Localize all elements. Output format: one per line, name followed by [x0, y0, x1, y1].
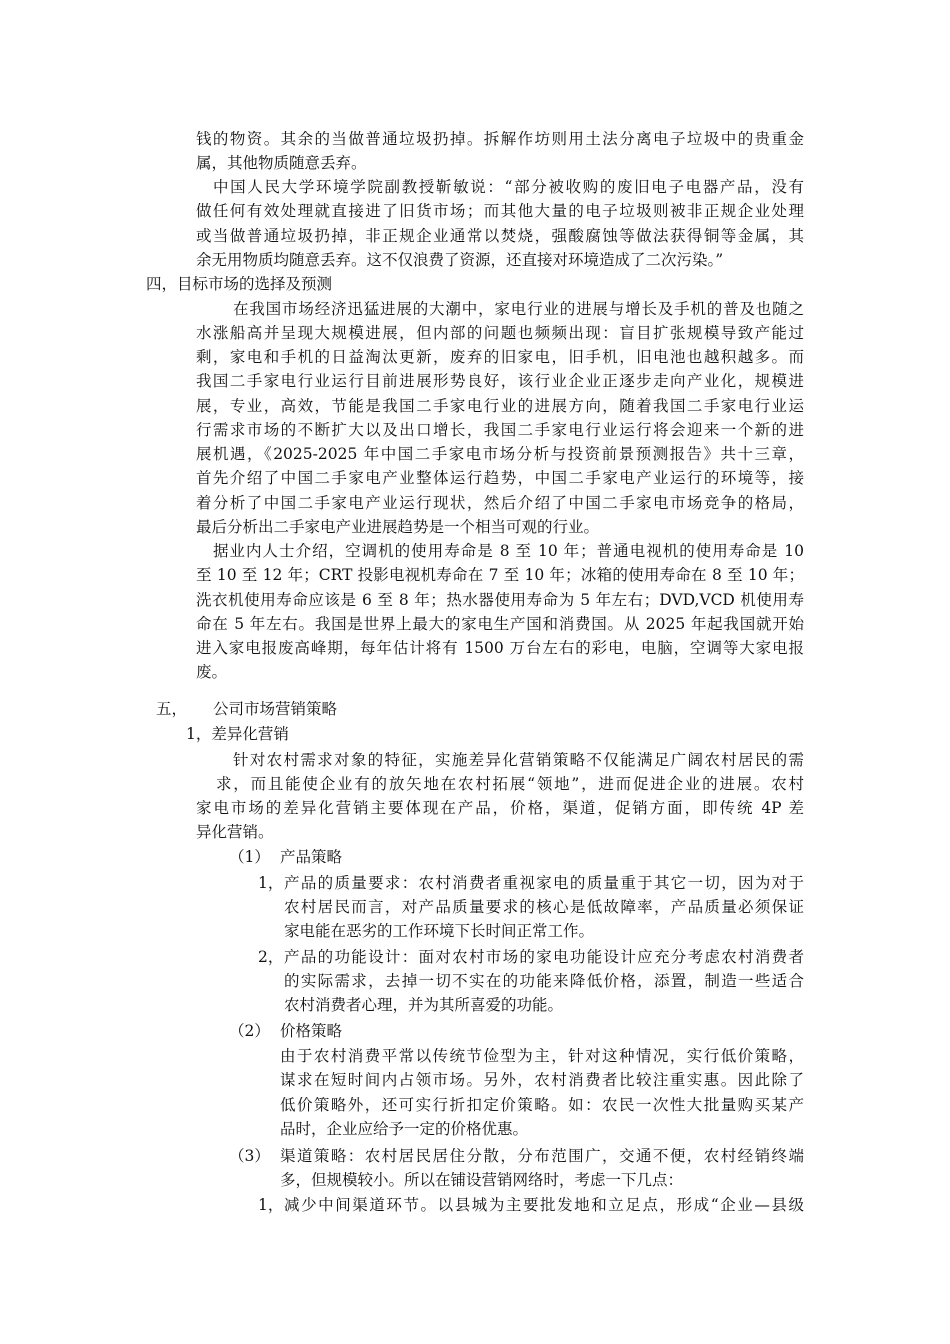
subsection-heading: 1，差异化营销	[186, 725, 289, 743]
paragraph-line: 谋求在短时间内占领市场。另外，农村消费者比较注重实惠。因此除了	[280, 1071, 804, 1089]
section-heading-4: 四，目标市场的选择及预测	[146, 275, 333, 293]
list-number: 2，	[258, 948, 284, 966]
subsection-title: 产品策略	[280, 848, 343, 866]
paragraph-line: 在我国市场经济迅猛进展的大潮中，家电行业的进展与增长及手机的普及也随之	[233, 300, 804, 318]
paragraph-line: 至 10 至 12 年；CRT 投影电视机寿命在 7 至 10 年；冰箱的使用寿命在 8 至 10 年；	[196, 566, 804, 584]
paragraph-line: 展机遇，《2025-2025 年中国二手家电市场分析与投资前景预测报告》共十三章，	[196, 445, 804, 463]
paragraph-line: 或当做普通垃圾扔掉，非正规企业通常以焚烧，强酸腐蚀等做法获得铜等金属，其	[196, 227, 804, 245]
paragraph-line: 属，其他物质随意丢弃。	[196, 154, 367, 172]
paragraph-line: 由于农村消费平常以传统节俭型为主，针对这种情况，实行低价策略，	[280, 1047, 804, 1065]
list-number: （3）	[229, 1147, 270, 1165]
paragraph-line: 剩，家电和手机的日益淘汰更新，废弃的旧家电，旧手机，旧电池也越积越多。而	[196, 348, 804, 366]
section-heading-5: 公司市场营销策略	[213, 700, 338, 718]
list-number: （2）	[229, 1022, 270, 1040]
paragraph-line: 多，但规模较小。所以在铺设营销网络时，考虑一下几点：	[280, 1171, 684, 1189]
list-item-line: 产品的功能设计：面对农村市场的家电功能设计应充分考虑农村消费者	[284, 948, 804, 966]
list-item-line: 产品的质量要求：农村消费者重视家电的质量重于其它一切，因为对于	[284, 874, 804, 892]
list-item-line: 家电能在恶劣的工作环境下长时间正常工作。	[284, 922, 595, 940]
paragraph-line: 行需求市场的不断扩大以及出口增长，我国二手家电行业运行将会迎来一个新的进	[196, 421, 804, 439]
paragraph-line: 余无用物质均随意丢弃。这不仅浪费了资源，还直接对环境造成了二次污染。”	[196, 251, 724, 269]
list-item-line: 农村居民而言，对产品质量要求的核心是低故障率，产品质量必须保证	[284, 898, 804, 916]
paragraph-line: 品时，企业应给予一定的价格优惠。	[280, 1120, 529, 1138]
paragraph-line: 据业内人士介绍，空调机的使用寿命是 8 至 10 年；普通电视机的使用寿命是 10	[213, 542, 804, 560]
list-item-line: 减少中间渠道环节。以县城为主要批发地和立足点，形成“企业—县级	[284, 1196, 804, 1214]
paragraph-line: 低价策略外，还可实行折扣定价策略。如：农民一次性大批量购买某产	[280, 1096, 804, 1114]
list-number: 1，	[258, 1196, 284, 1214]
paragraph-line: 最后分析出二手家电产业进展趋势是一个相当可观的行业。	[196, 518, 600, 536]
paragraph-line: 首先介绍了中国二手家电产业整体运行趋势，中国二手家电产业运行的环境等，接	[196, 469, 804, 487]
list-item-line: 农村消费者心理，并为其所喜爱的功能。	[284, 996, 564, 1014]
paragraph-line: 着分析了中国二手家电产业运行现状，然后介绍了中国二手家电市场竞争的格局，	[196, 494, 804, 512]
paragraph-line: 针对农村需求对象的特征，实施差异化营销策略不仅能满足广阔农村居民的需	[233, 751, 804, 769]
paragraph-line: 洗衣机使用寿命应该是 6 至 8 年；热水器使用寿命为 5 年左右；DVD,VCD 机使用寿	[196, 591, 804, 609]
paragraph-line: 水涨船高并呈现大规模进展，但内部的问题也频频出现：盲目扩张规模导致产能过	[196, 324, 804, 342]
paragraph-line: 命在 5 年左右。我国是世界上最大的家电生产国和消费国。从 2025 年起我国就开始	[196, 615, 804, 633]
list-item-line: 的实际需求，去掉一切不实在的功能来降低价格，添置，制造一些适合	[284, 972, 804, 990]
paragraph-line: 做任何有效处理就直接进了旧货市场；而其他大量的电子垃圾则被非正规企业处理	[196, 202, 804, 220]
paragraph-line: 渠道策略：农村居民居住分散，分布范围广，交通不便，农村经销终端	[280, 1147, 804, 1165]
paragraph-line: 我国二手家电行业运行目前进展形势良好，该行业企业正逐步走向产业化，规模进	[196, 372, 804, 390]
paragraph-line: 异化营销。	[196, 823, 274, 841]
paragraph-line: 家电市场的差异化营销主要体现在产品，价格，渠道，促销方面，即传统 4P 差	[196, 799, 804, 817]
paragraph-line: 中国人民大学环境学院副教授靳敏说：“部分被收购的废旧电子电器产品，没有	[213, 178, 804, 196]
paragraph-line: 进入家电报废高峰期，每年估计将有 1500 万台左右的彩电，电脑，空调等大家电报	[196, 639, 804, 657]
subsection-title: 价格策略	[280, 1022, 343, 1040]
section-number-5: 五，	[156, 700, 188, 718]
paragraph-line: 求，而且能使企业有的放矢地在农村拓展“领地”，进而促进企业的进展。农村	[216, 775, 804, 793]
list-number: （1）	[229, 848, 270, 866]
list-number: 1，	[258, 874, 284, 892]
paragraph-line: 展，专业，高效，节能是我国二手家电行业的进展方向，随着我国二手家电行业运	[196, 397, 804, 415]
paragraph-line: 废。	[196, 663, 228, 681]
paragraph-line: 钱的物资。其余的当做普通垃圾扔掉。拆解作坊则用土法分离电子垃圾中的贵重金	[196, 130, 804, 148]
